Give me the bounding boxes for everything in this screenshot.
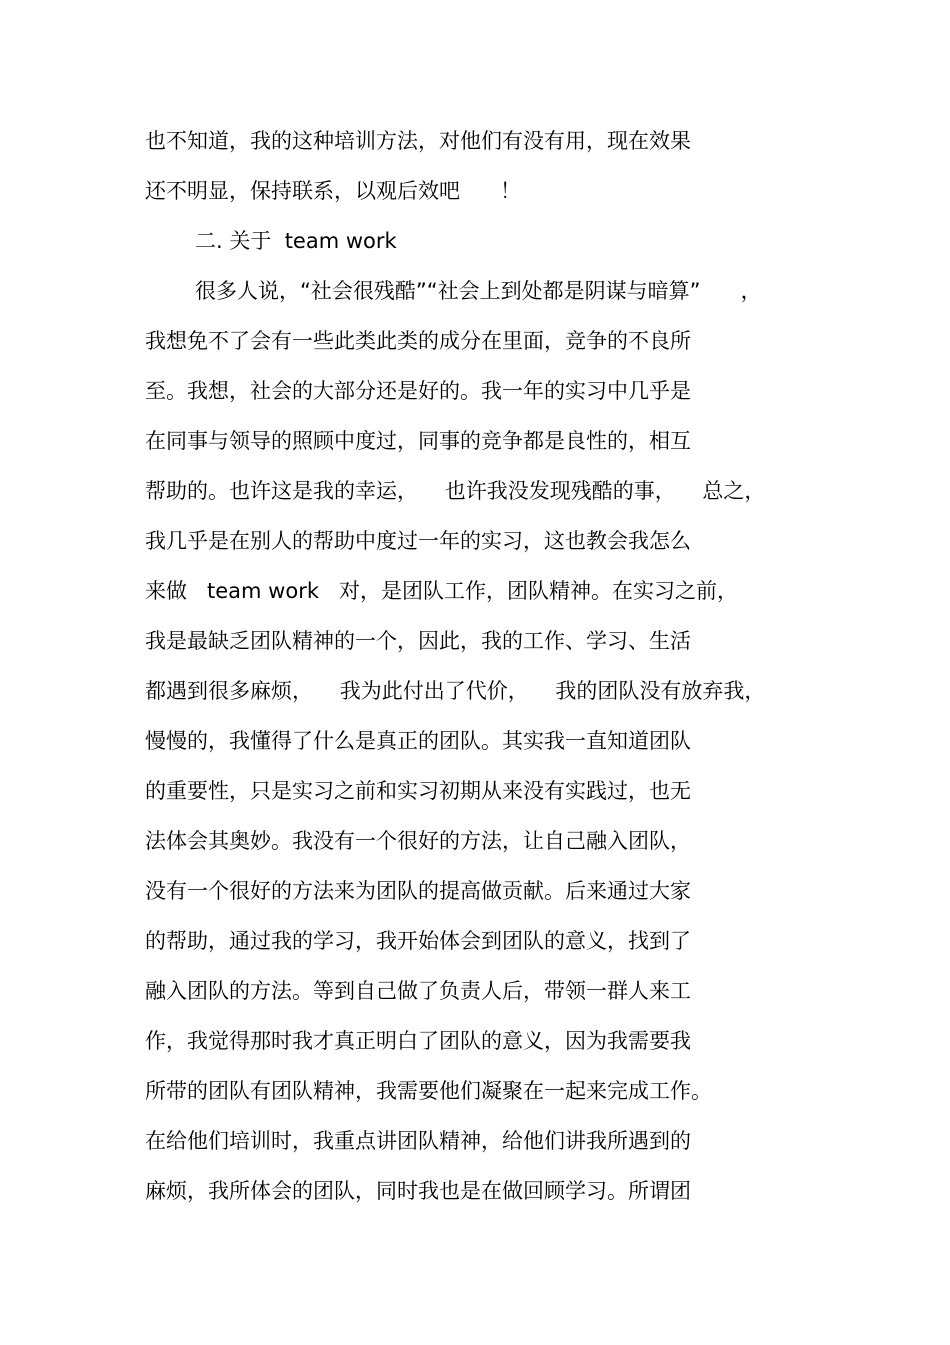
text-line: 在给他们培训时，我重点讲团队精神，给他们讲我所遇到的 — [145, 1129, 691, 1153]
text-line: 麻烦，我所体会的团队，同时我也是在做回顾学习。所谓团 — [145, 1179, 691, 1203]
text-line: 的帮助，通过我的学习，我开始体会到团队的意义，找到了 — [145, 929, 691, 953]
text-line: 很多人说，“社会很残酷”“社会上到处都是阴谋与暗算” ， — [195, 279, 762, 303]
text-line: 还不明显，保持联系，以观后效吧 ！ — [145, 179, 522, 203]
text-line: 帮助的。也许这是我的幸运， 也许我没发现残酷的事， 总之， — [145, 479, 766, 503]
text-line: 都遇到很多麻烦， 我为此付出了代价， 我的团队没有放弃我， — [145, 679, 766, 703]
text-line: 来做 team work 对，是团队工作，团队精神。在实习之前， — [145, 579, 739, 603]
text-line: 融入团队的方法。等到自己做了负责人后，带领一群人来工 — [145, 979, 691, 1003]
text-line: 法体会其奥妙。我没有一个很好的方法，让自己融入团队， — [145, 829, 691, 853]
text-line: 所带的团队有团队精神，我需要他们凝聚在一起来完成工作。 — [145, 1079, 712, 1103]
text-line: 我是最缺乏团队精神的一个，因此，我的工作、学习、生活 — [145, 629, 691, 653]
text-line: 至。我想，社会的大部分还是好的。我一年的实习中几乎是 — [145, 379, 691, 403]
text-line: 没有一个很好的方法来为团队的提高做贡献。后来通过大家 — [145, 879, 691, 903]
text-line: 的重要性，只是实习之前和实习初期从来没有实践过，也无 — [145, 779, 691, 803]
section-heading: 二. 关于 team work — [195, 229, 397, 253]
text-line: 我想免不了会有一些此类此类的成分在里面，竞争的不良所 — [145, 329, 691, 353]
text-line: 也不知道，我的这种培训方法，对他们有没有用，现在效果 — [145, 129, 691, 153]
text-line: 作，我觉得那时我才真正明白了团队的意义，因为我需要我 — [145, 1029, 691, 1053]
text-line: 在同事与领导的照顾中度过，同事的竞争都是良性的，相互 — [145, 429, 691, 453]
text-line: 我几乎是在别人的帮助中度过一年的实习，这也教会我怎么 — [145, 529, 691, 553]
text-line: 慢慢的，我懂得了什么是真正的团队。其实我一直知道团队 — [145, 729, 691, 753]
